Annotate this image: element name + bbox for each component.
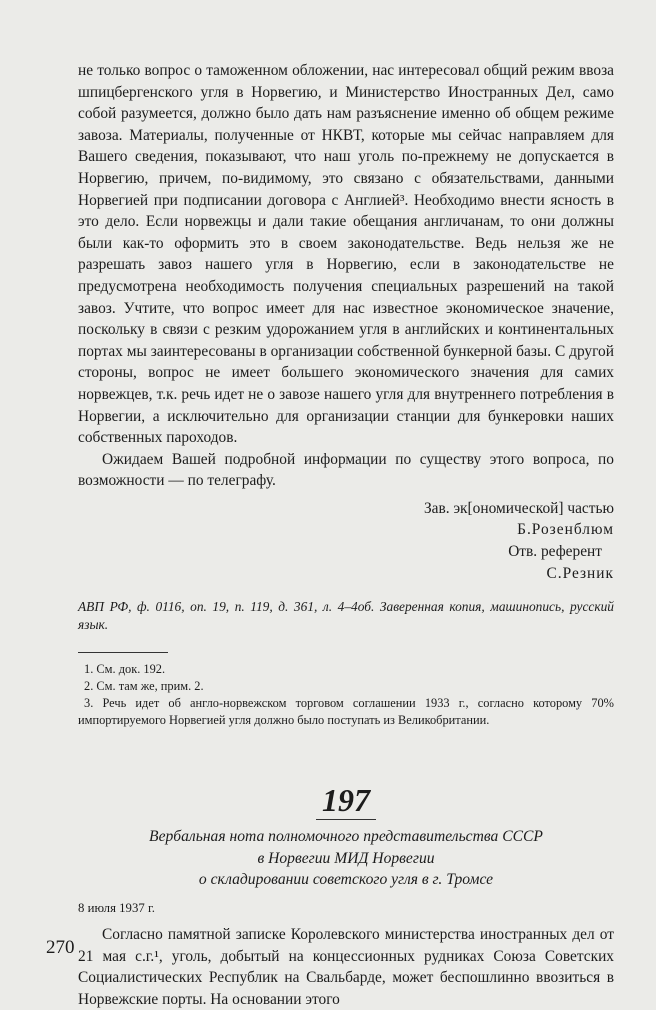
footnotes [78, 661, 614, 729]
document-title-line-2: в Норвегии МИД Норвегии [257, 849, 435, 867]
footnote: 3. Речь идет об англо-норвежском торговом соглашении 1933 г., согласно которому 70% импортируемого Норвегией угля должно было поступать из Великобритании. [78, 696, 614, 728]
signature-line-1: Зав. эк[ономической] частью [423, 499, 614, 517]
signature-line-2: Б.Розенблюм [517, 521, 614, 539]
document-title-line-3: о складировании советского угля в г. Тромсе [198, 871, 494, 889]
archive-source: АВП РФ, ф. 0116, оп. 19, п. 119, д. 361, л. 4–4об. Заверенная копия, машинопись, русский язык. [78, 599, 614, 633]
signature-line-3: Отв. референт [508, 543, 602, 561]
document-number-rule [316, 819, 376, 820]
footnote-divider [78, 652, 168, 653]
document-date: 8 июля 1937 г. [78, 901, 155, 916]
signature-block [78, 498, 614, 584]
page-content [78, 60, 614, 1010]
document-title-line-1: Вербальная нота полномочного представительства СССР [149, 828, 543, 846]
footnote: 1. См. док. 192. [84, 662, 166, 677]
page-number: 270 [46, 937, 75, 958]
document-number: 197 [322, 782, 370, 819]
footnote: 2. См. там же, прим. 2. [84, 679, 204, 694]
body-paragraph-2: Ожидаем Вашей подробной информации по существу этого вопроса, по возможности — по телеграфу. [78, 450, 614, 490]
document-text: Согласно памятной записке Королевского министерства иностранных дел от 21 мая с.г.¹, уголь, добытый на концессионных рудниках Союза Советских Социалистических Республик на Свальбарде, может беспошлинно ввозиться в Норвежские порты. На основании этого [78, 926, 614, 1008]
signature-line-4: С.Резник [546, 564, 614, 582]
body-paragraph-1: не только вопрос о таможенном обложении, нас интересовал общий режим ввоза шпицбергенского угля в Норвегию, и Министерство Иностранных Дел, само собой разумеется, должно было дать нам разъяснение именно об общем режиме завоза. Материалы, полученные от НКВТ, которые мы сейчас направляем для Вашего сведения, показывают, что наш уголь по-прежнему не допускается в Норвегию, причем, по-видимому, это связано с обязательствами, данными Норвегией при подписании договора с Англией³. Необходимо внести ясность в это дело. Если норвежцы и дали такие обещания англичанам, то они должны были как-то оформить это в своем законодательстве. Ведь нельзя же не разрешать завоз нашего угля в Норвегию, если в законодательстве не предусмотрена необходимость получения специальных разрешений на такой завоз. Учтите, что вопрос имеет для нас известное экономическое значение, поскольку в связи с резким удорожанием угля в английских и континентальных портах мы заинтересованы в организации собственной бункерной базы. С другой стороны, вопрос не имеет большего экономического значения для самих норвежцев, т.к. речь идет не о завозе нашего угля для внутреннего потребления в Норвегии, а исключительно для организации станции для бункеровки наших собственных пароходов. [78, 62, 614, 447]
